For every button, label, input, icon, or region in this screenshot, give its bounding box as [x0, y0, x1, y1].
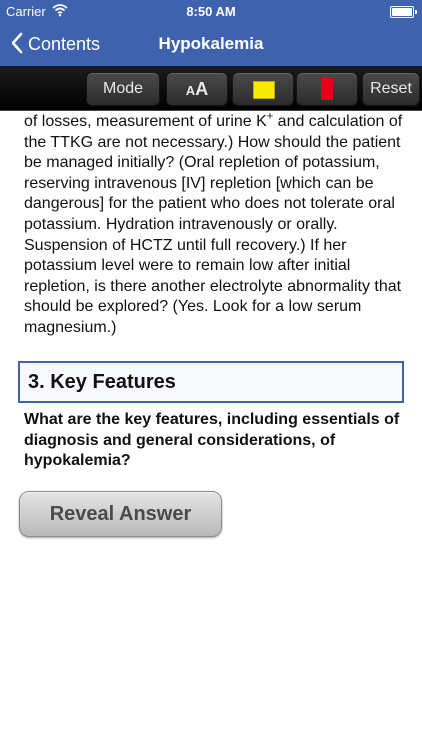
page-title: Hypokalemia [158, 34, 264, 53]
red-highlight-button[interactable] [296, 72, 358, 106]
navigation-bar [0, 22, 422, 66]
paragraph-text-end: and calculation of the TTKG are not necessary.) How should the patient be managed initially? (Oral repletion of potassium, reserving intravenous [IV] repletion [which can be dangerous] for the patient who does not tolerate oral potassium. Hydration intravenously or orally. Suspension of HCTZ until full recovery.) If her potassium level were to remain low after initial repletion, is there another electrolyte abnormality that should be explored? (Yes. Look for a low serum magnesium.) [24, 113, 403, 336]
reveal-answer-button[interactable]: Reveal Answer [19, 491, 222, 537]
status-time: 8:50 AM [186, 4, 236, 19]
section-heading: 3. Key Features [28, 371, 176, 393]
toolbar [0, 66, 422, 111]
yellow-highlighter-icon [253, 81, 275, 99]
font-size-small-glyph: A [185, 83, 196, 98]
section-question: What are the key features, including essentials of diagnosis and general considerations, of hypokalemia? [24, 411, 400, 469]
potassium-superscript: + [266, 110, 274, 123]
red-highlighter-icon [321, 78, 333, 100]
case-paragraph [24, 112, 404, 339]
status-bar [0, 0, 422, 22]
mode-button[interactable]: Mode [86, 72, 160, 106]
yellow-highlight-button[interactable] [232, 72, 294, 106]
carrier-label: Carrier [6, 4, 46, 19]
font-size-large-glyph: A [195, 79, 209, 99]
reset-button[interactable]: Reset [362, 72, 420, 106]
battery-icon [390, 6, 414, 18]
paragraph-text-start: of losses, measurement of urine K [24, 113, 267, 130]
back-label: Contents [28, 33, 101, 54]
article-body [24, 112, 404, 339]
font-size-button[interactable] [166, 72, 228, 106]
section-heading-box [18, 361, 404, 403]
